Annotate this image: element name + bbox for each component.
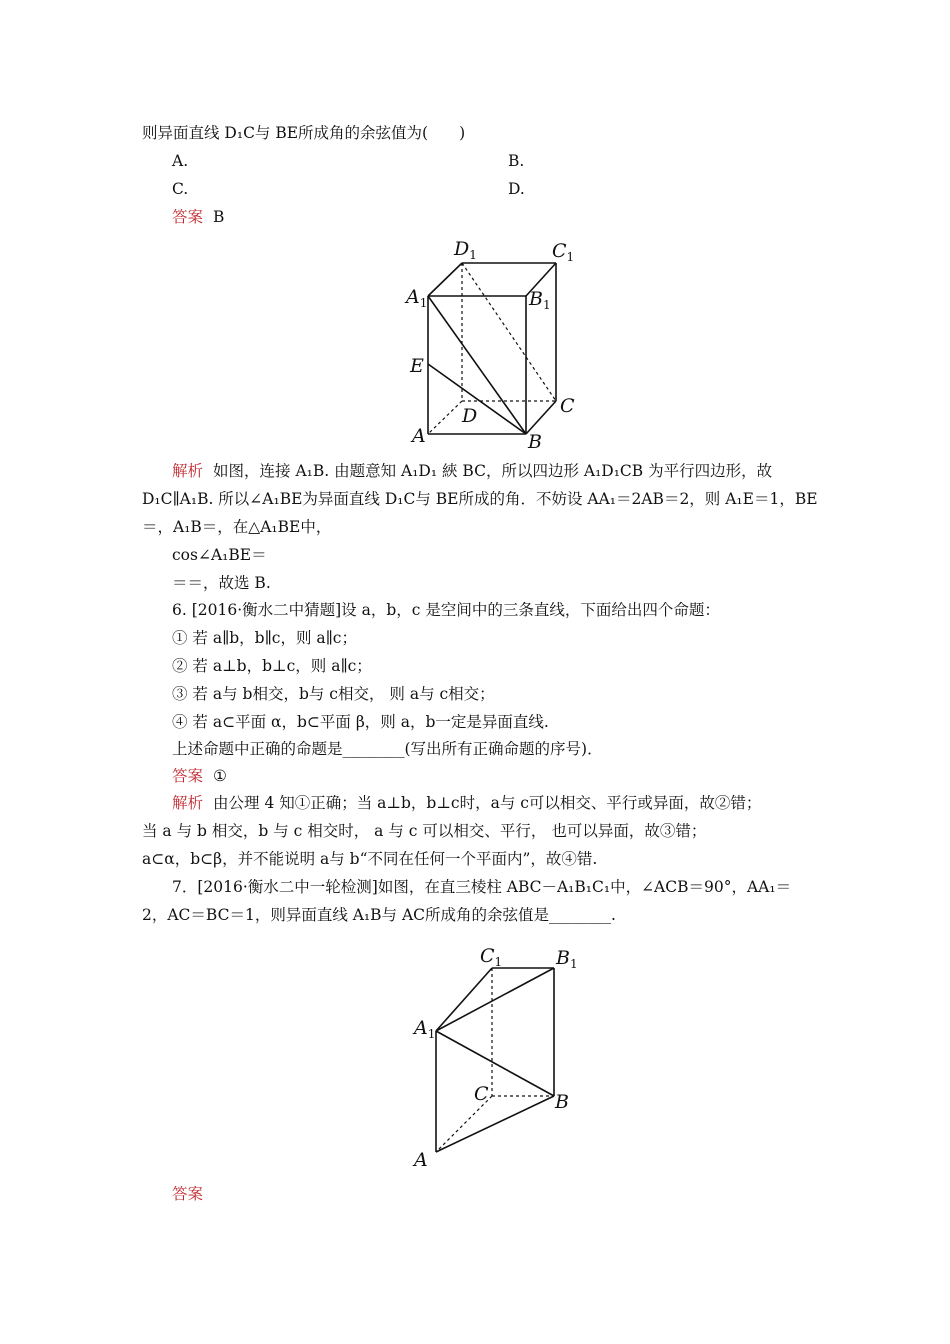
label-b1: $B_1$: [556, 947, 578, 971]
label-d1: $D_1$: [454, 238, 477, 262]
answer-tag: 答案: [172, 208, 204, 226]
explanation-tag: 解析: [172, 794, 204, 812]
explanation-1-line-2: D₁C∥A₁B. 所以∠A₁BE为异面直线 D₁C与 BE所成的角．不妨设 AA₁＝2AB＝2，则 A₁E＝1，BE: [142, 490, 818, 508]
q6-prompt: 上述命题中正确的命题是________(写出所有正确命题的序号)．: [172, 740, 603, 758]
explanation-2-line-3: a⊂α，b⊂β，并不能说明 a与 b“不同在任何一个平面内”，故④错.: [142, 850, 598, 868]
label-b: B: [528, 431, 542, 452]
label-b1: $B_1$: [529, 288, 551, 312]
answer-2: [172, 766, 227, 786]
q6-prop-1: ① 若 a∥b，b∥c，则 a∥c；: [172, 629, 357, 647]
answer-3: [172, 1184, 213, 1204]
label-d: D: [462, 405, 478, 427]
explanation-1-line-3: ＝，A₁B＝，在△A₁BE中，: [142, 518, 332, 536]
explanation-2-line-1: 解析 由公理 4 知①正确；当 a⊥b，b⊥c时，a与 c可以相交、平行或异面，故②错；: [172, 794, 762, 812]
label-e: E: [410, 355, 424, 377]
cuboid-diagram: [398, 236, 590, 452]
label-a: A: [414, 1149, 428, 1171]
answer-value: ①: [213, 767, 227, 785]
label-a1: $A_1$: [414, 1017, 436, 1041]
answer-tag: 答案: [172, 767, 204, 785]
explanation-tag: 解析: [172, 462, 204, 480]
q7-stem-line-1: 7．[2016·衡水二中一轮检测]如图，在直三棱柱 ABC－A₁B₁C₁中，∠ACB＝90°，AA₁＝: [172, 878, 792, 896]
q7-stem-line-2: 2，AC＝BC＝1，则异面直线 A₁B与 AC所成角的余弦值是________.: [142, 906, 616, 924]
option-b: B.: [508, 152, 525, 170]
q6-prop-4: ④ 若 a⊂平面 α，b⊂平面 β，则 a，b一定是异面直线.: [172, 713, 549, 731]
answer-tag: 答案: [172, 1185, 204, 1203]
explanation-2-line-2: 当 a 与 b 相交，b 与 c 相交时， a 与 c 可以相交、平行， 也可以异面，故③错；: [142, 822, 707, 840]
option-c: C.: [172, 180, 189, 198]
q6-prop-2: ② 若 a⊥b，b⊥c，则 a∥c；: [172, 657, 372, 675]
label-c1: $C_1$: [480, 945, 503, 969]
explanation-1-line-5: ＝＝，故选 B.: [172, 574, 271, 592]
explanation-1-line-4: cos∠A₁BE＝: [172, 546, 267, 564]
label-c1: $C_1$: [552, 240, 575, 264]
answer-value: B: [213, 208, 225, 226]
explanation-1-line-1: 解析 如图，连接 A₁B. 由题意知 A₁D₁ 綊 BC，所以四边形 A₁D₁CB 为平行四边形，故: [172, 462, 773, 480]
label-a: A: [412, 425, 426, 447]
figure-prism: [396, 938, 590, 1178]
q6-stem: 6. [2016·衡水二中猜题]设 a，b，c 是空间中的三条直线，下面给出四个命题：: [172, 601, 720, 619]
label-b: B: [555, 1091, 569, 1113]
label-c: C: [560, 395, 575, 417]
figure-cuboid: [398, 236, 590, 452]
prism-diagram: [396, 938, 590, 1178]
label-a1: $A_1$: [406, 286, 428, 310]
label-c: C: [474, 1083, 489, 1105]
answer-1: [172, 207, 224, 227]
question-stem: 则异面直线 D₁C与 BE所成角的余弦值为( ): [142, 124, 466, 142]
q6-prop-3: ③ 若 a与 b相交，b与 c相交， 则 a与 c相交；: [172, 685, 495, 703]
option-a: A.: [172, 152, 189, 170]
option-d: D.: [508, 180, 525, 198]
